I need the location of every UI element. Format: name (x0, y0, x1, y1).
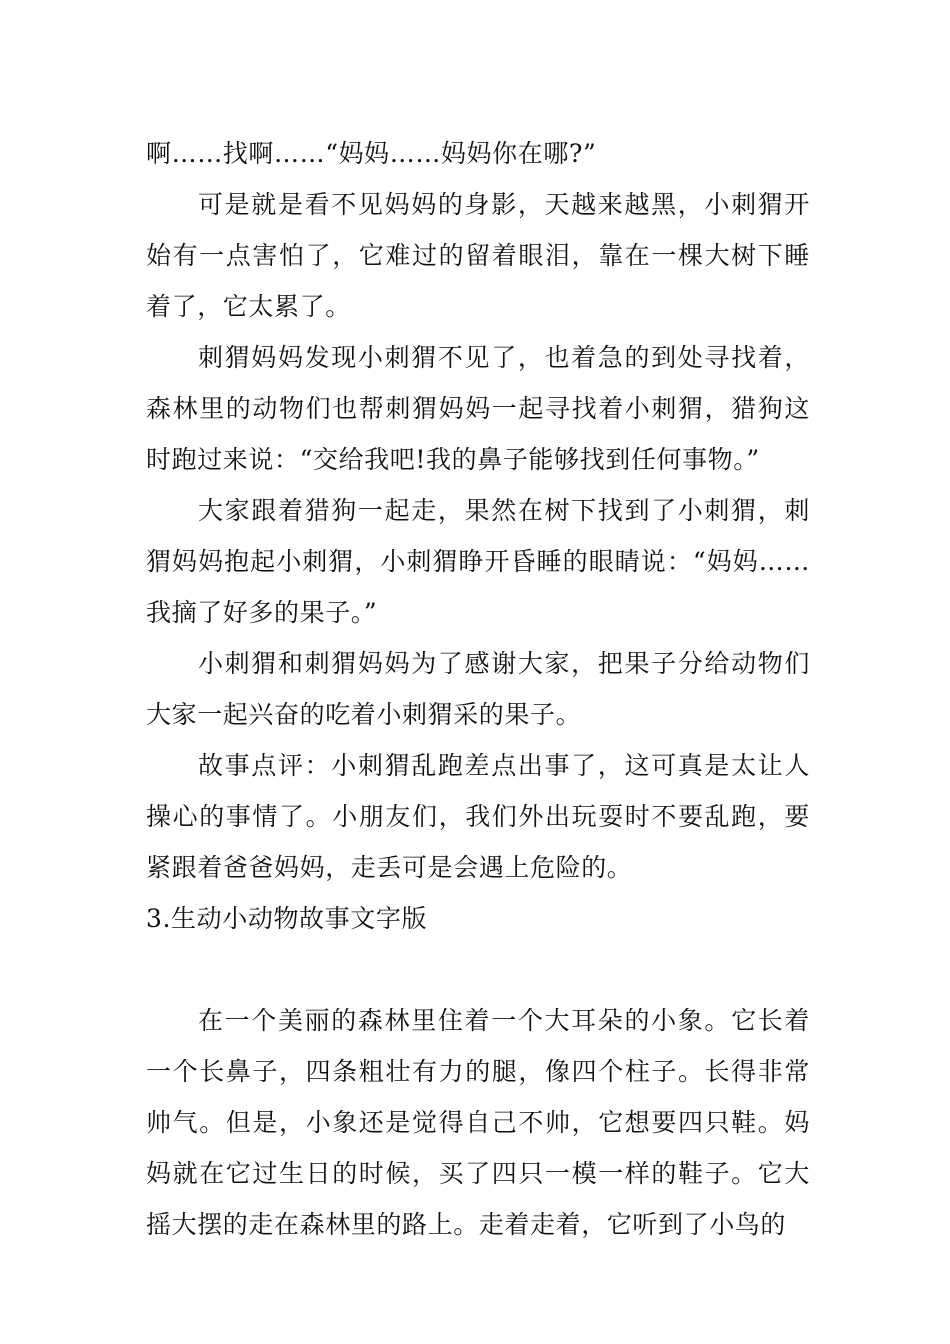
paragraph-5: 小刺猬和刺猬妈妈为了感谢大家，把果子分给动物们大家一起兴奋的吃着小刺猬采的果子。 (146, 649, 810, 729)
paragraph-7: 在一个美丽的森林里住着一个大耳朵的小象。它长着一个长鼻子，四条粗壮有力的腿，像四个柱子。长得非常帅气。但是，小象还是觉得自己不帅，它想要四只鞋。妈妈就在它过生日的时候，买了四只一模一样的鞋子。它大摇大摆的走在森林里的路上。走着走着，它听到了小鸟的 (146, 1006, 810, 1239)
paragraph-4: 大家跟着猎狗一起走，果然在树下找到了小刺猬，刺猬妈妈抱起小刺猬，小刺猬睁开昏睡的眼睛说：“妈妈……我摘了好多的果子。” (146, 496, 810, 627)
section-heading: 3.生动小动物故事文字版 (146, 904, 428, 933)
paragraph-3: 刺猬妈妈发现小刺猬不见了，也着急的到处寻找着，森林里的动物们也帮刺猬妈妈一起寻找着小刺猬，猎狗这时跑过来说：“交给我吧!我的鼻子能够找到任何事物。” (146, 343, 810, 474)
paragraph-6: 故事点评：小刺猬乱跑差点出事了，这可真是太让人操心的事情了。小朋友们，我们外出玩耍时不要乱跑，要紧跟着爸爸妈妈，走丢可是会遇上危险的。 (146, 751, 810, 882)
document-body (146, 128, 810, 1250)
blank-line (146, 944, 810, 995)
paragraph-1: 啊……找啊……“妈妈……妈妈你在哪?” (146, 139, 597, 168)
paragraph-2: 可是就是看不见妈妈的身影，天越来越黑，小刺猬开始有一点害怕了，它难过的留着眼泪，靠在一棵大树下睡着了，它太累了。 (146, 190, 810, 321)
